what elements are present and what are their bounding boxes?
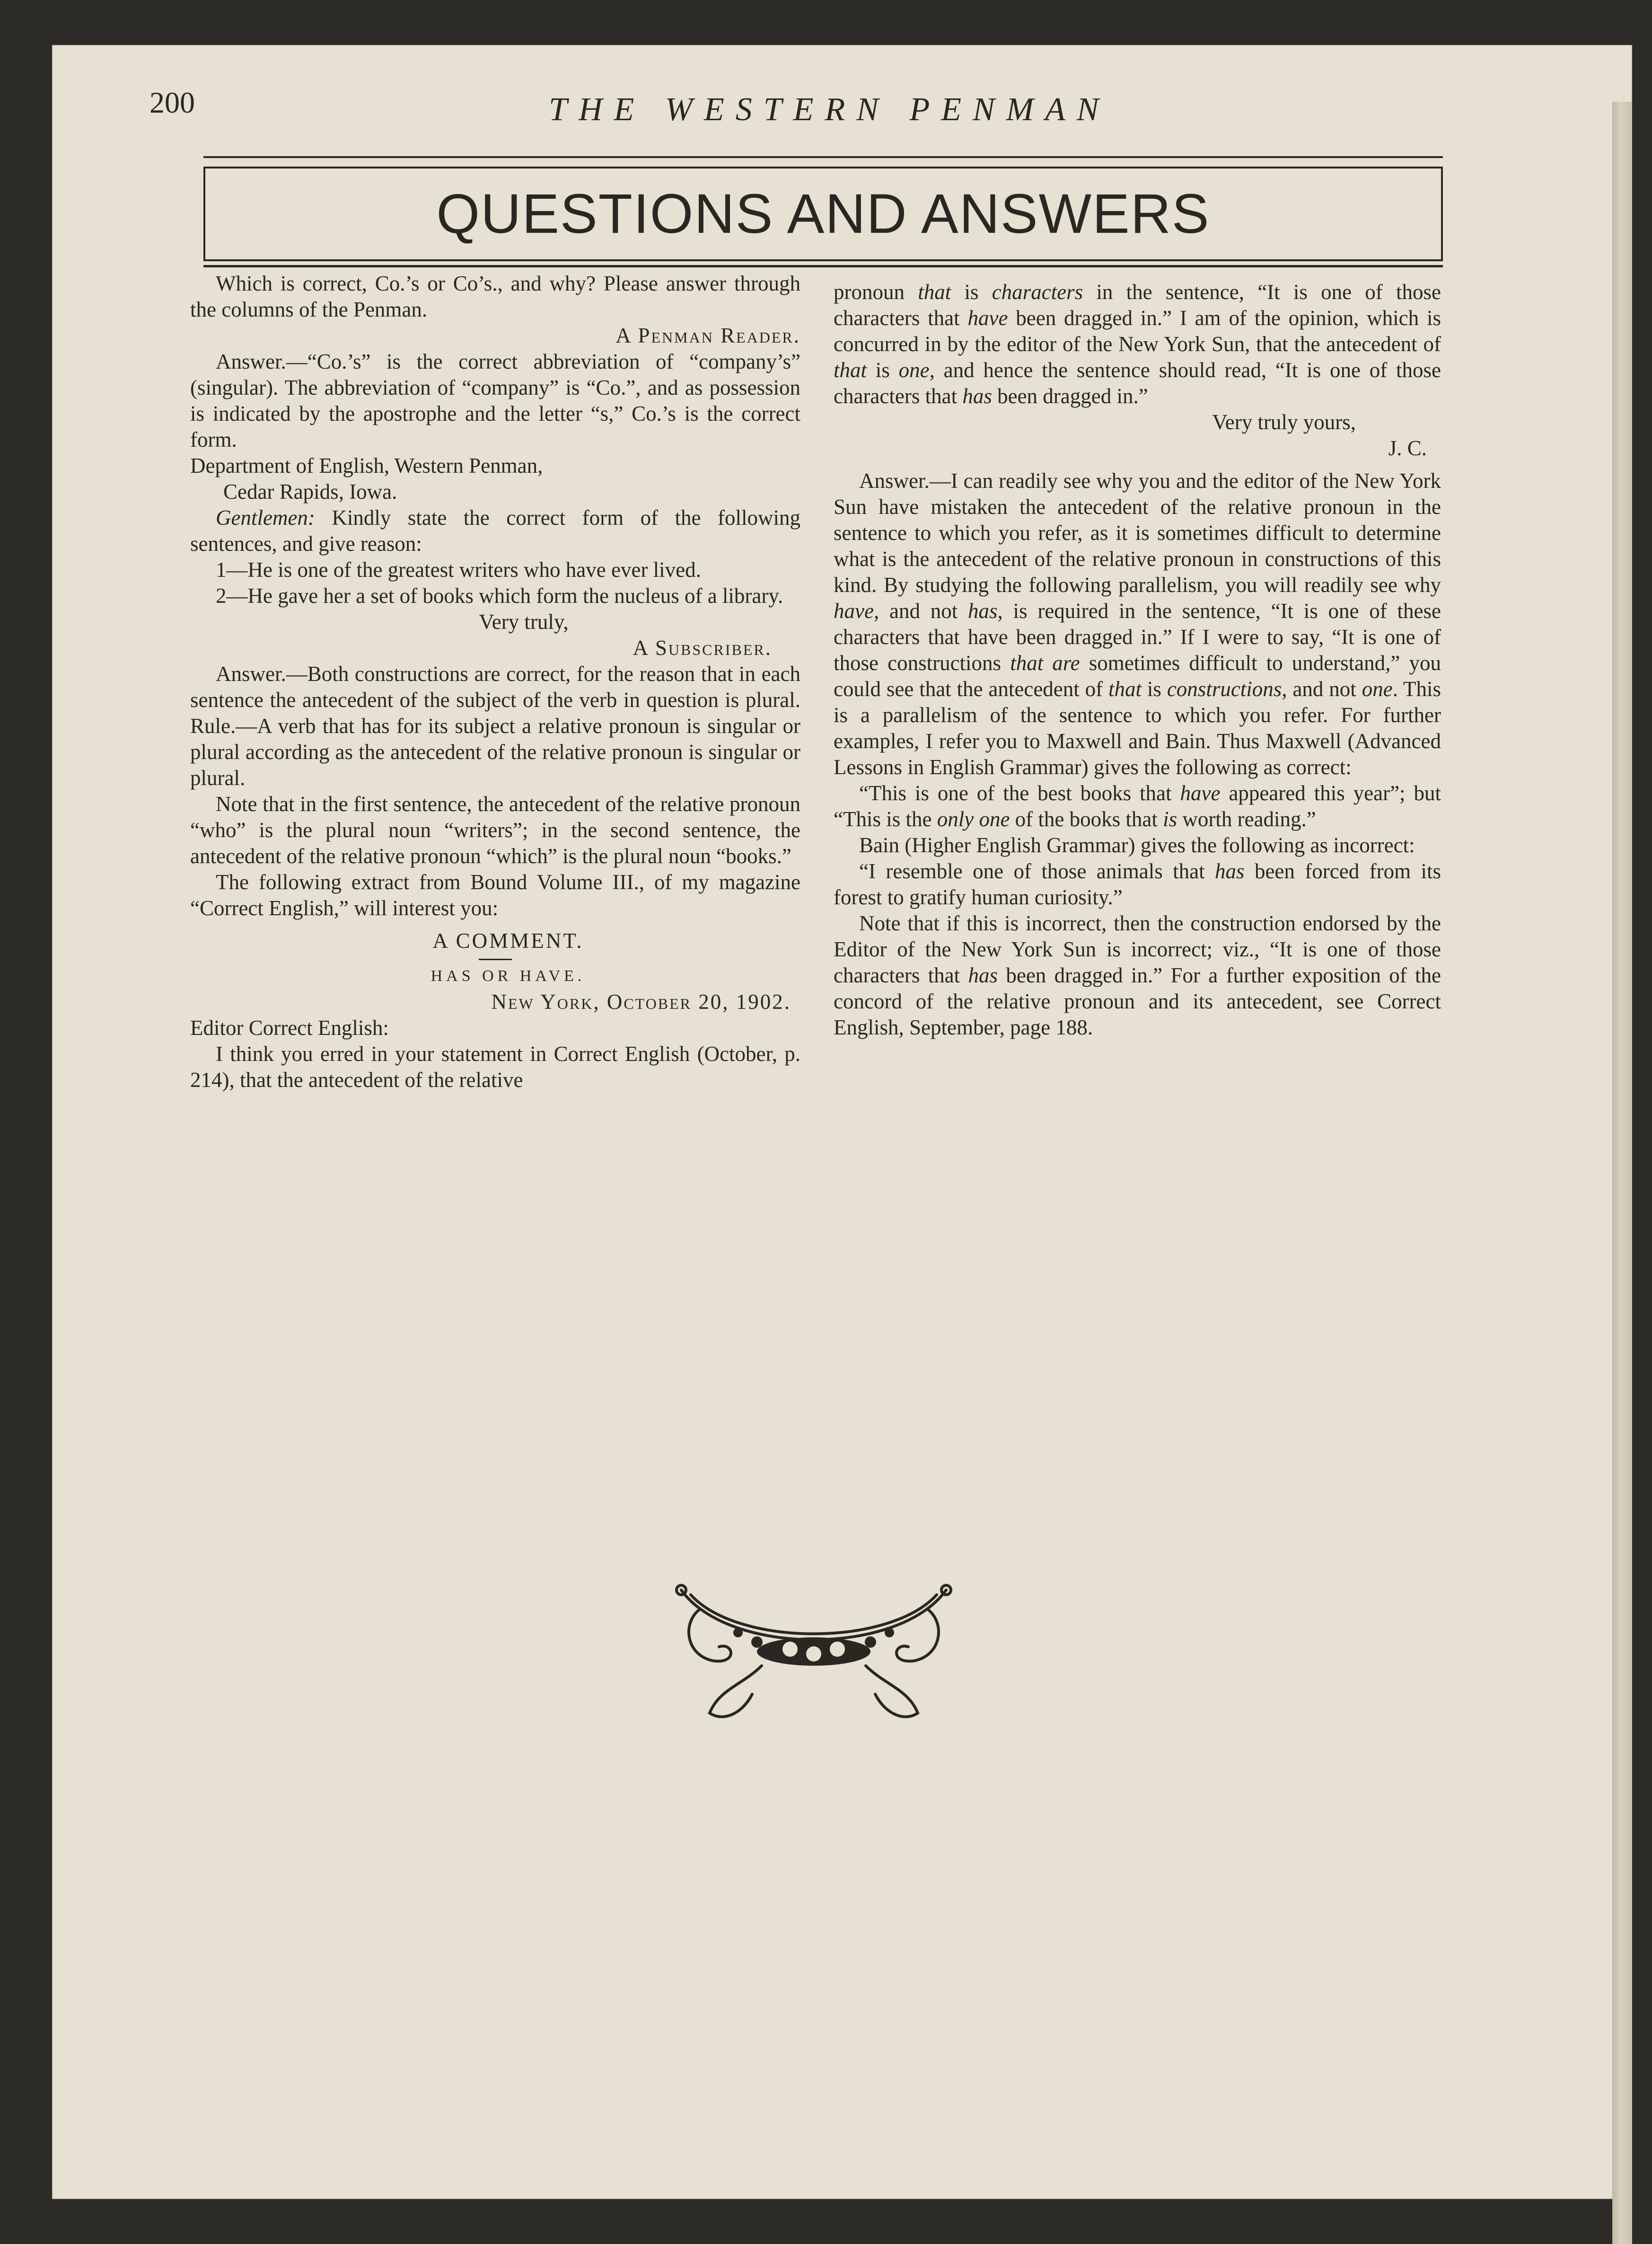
editor-salutation: Editor Correct English: (190, 1016, 389, 1040)
answer-paragraph: Answer.—I can readily see why you and the editor of the New York Sun have mistaken the antecedent of the relative pronoun in the sentence to which you refer, as it is sometimes difficult to determine what is the antecedent of the relative pronoun in constructions of this kind. By studying the following parallelism, you will readily see why have, and not has, is required in the sentence, “It is one of these characters that have been dragged in.” If I were to say, “It is one of those constructions that are sometimes difficult to understand,” you could see that the antecedent of that is constructions, and not one. This is a parallelism of the sentence to which you refer. For further examples, I refer you to Maxwell and Bain. Thus Maxwell (Advanced Lessons in English Grammar) gives the following as correct: (834, 469, 1441, 779)
closing: Very truly yours, (1212, 410, 1356, 434)
title-rule-bottom (203, 265, 1443, 267)
section-title-box (203, 167, 1443, 261)
floral-ornament-icon (672, 1571, 956, 1727)
letter-paragraph (190, 505, 800, 557)
closing: Very truly, (479, 610, 569, 634)
answer-paragraph: Answer.—Both constructions are correct, for the reason that in each sentence the antecedent of the subject of the verb in question is plural. Rule.—A verb that has for its subject a relative pronoun is singular or plural according as the antecedent of the relative pronoun is singular or plural. (190, 662, 800, 790)
comment-subhead: HAS OR HAVE. (431, 967, 586, 985)
note-paragraph: Note that in the first sentence, the antecedent of the relative pronoun “who” is the plural noun “writers”; in the second sentence, the antecedent of the relative pronoun “which” is the plural noun “books.” (190, 792, 800, 868)
page-number: 200 (149, 86, 195, 119)
page-edge (1612, 102, 1632, 2244)
quotation: “This is one of the best books that have appeared this year”; but “This is the only one of the books that is worth reading.” (834, 781, 1441, 831)
address-line: Department of English, Western Penman, (190, 454, 543, 477)
letter-continuation: pronoun that is characters in the sentence, “It is one of those characters that have been dragged in.” I am of the opinion, which is concurred in by the editor of the New York Sun, that the antecedent of that is one, and hence the sentence should read, “It is one of those characters that has been dragged in.” (834, 280, 1441, 408)
question-paragraph: Which is correct, Co.’s or Co’s., and why? Please answer through the columns of the Penman. (190, 272, 800, 321)
final-paragraph: Note that if this is incorrect, then the construction endorsed by the Editor of the New York Sun is incorrect; viz., “It is one of those characters that has been dragged in.” For a further exposition of the concord of the relative pronoun and its antecedent, see Correct English, September, page 188. (834, 911, 1441, 1039)
quotation: “I resemble one of those animals that has been forced from its forest to gratify human curiosity.” (834, 859, 1441, 909)
small-rule (479, 959, 512, 960)
title-rule-top (203, 156, 1443, 158)
letter-intro: Kindly state the correct form of the following sentences, and give reason: (190, 506, 800, 556)
left-column (190, 271, 800, 1093)
right-column (834, 279, 1441, 1041)
dateline: New York, October 20, 1902. (491, 990, 791, 1014)
signature-penman-reader: A Penman Reader. (615, 324, 800, 347)
address-line: Cedar Rapids, Iowa. (223, 480, 397, 504)
signature-initials: J. C. (1388, 436, 1427, 460)
salutation: Gentlemen: (216, 506, 315, 530)
answer-paragraph: Answer.—“Co.’s” is the correct abbreviation of “company’s” (singular). The abbreviation of “company” is “Co.”, and as possession is indicated by the apostrophe and the letter “s,” Co.’s is the correct form. (190, 350, 800, 451)
extract-intro: The following extract from Bound Volume III., of my magazine “Correct English,” will interest you: (190, 870, 800, 920)
running-head: THE WESTERN PENMAN (549, 91, 1110, 128)
section-title: QUESTIONS AND ANSWERS (436, 183, 1210, 245)
letter-paragraph: I think you erred in your statement in Correct English (October, p. 214), that the antecedent of the relative (190, 1042, 800, 1092)
list-item: 1—He is one of the greatest writers who have ever lived. (216, 558, 701, 582)
comment-heading: A COMMENT. (432, 929, 584, 953)
bain-paragraph: Bain (Higher English Grammar) gives the following as incorrect: (859, 833, 1415, 857)
signature-subscriber: A Subscriber. (633, 636, 772, 660)
list-item: 2—He gave her a set of books which form the nucleus of a library. (216, 584, 783, 608)
